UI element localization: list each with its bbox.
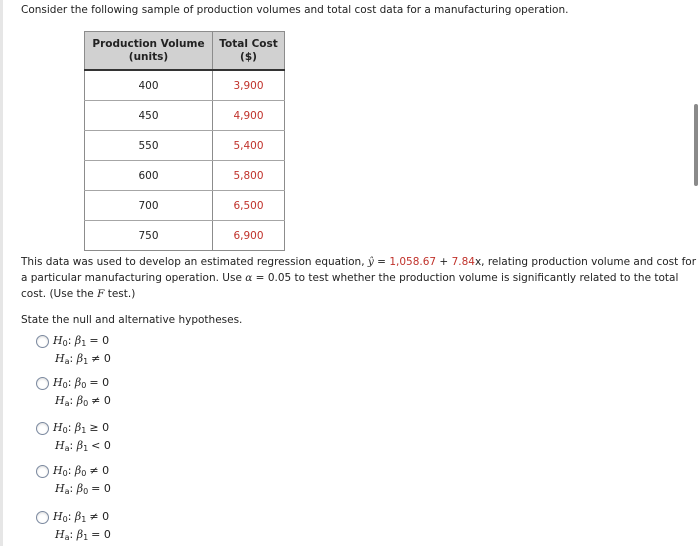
null-subscript: 0 [62, 469, 68, 478]
h-symbol: H [53, 334, 63, 347]
colon: : [67, 421, 72, 434]
hypothesis-option-1[interactable] [36, 334, 176, 374]
beta-subscript: 0 [81, 381, 87, 390]
beta-subscript: 1 [83, 444, 89, 453]
radio-button[interactable] [36, 422, 49, 435]
desc-text: test.) [104, 288, 136, 300]
h-symbol: H [53, 510, 63, 523]
hypothesis-option-2[interactable] [36, 376, 176, 416]
null-subscript: 0 [62, 381, 68, 390]
relation: = 0 [91, 482, 111, 495]
null-hypothesis [53, 334, 109, 348]
colon: : [69, 482, 74, 495]
volume-cell: 400 [85, 70, 213, 101]
hypothesis-option-3[interactable] [36, 421, 176, 461]
x-variable: x [474, 256, 482, 268]
header-production-volume [85, 32, 213, 71]
null-hypothesis [53, 376, 109, 390]
h-symbol: H [55, 394, 65, 407]
volume-cell: 550 [85, 131, 213, 161]
header-unit: (units) [128, 50, 169, 63]
header-line: Total Cost [219, 37, 278, 50]
alt-subscript: a [64, 487, 70, 496]
h-symbol: H [55, 352, 65, 365]
relation: < 0 [91, 439, 111, 452]
radio-button[interactable] [36, 377, 49, 390]
alt-subscript: a [64, 357, 70, 366]
colon: : [67, 464, 72, 477]
null-hypothesis [53, 421, 109, 435]
hypothesis-option-5[interactable] [36, 510, 176, 550]
slope-value: 7.84 [451, 256, 475, 268]
intro-text: Consider the following sample of production volumes and total cost data for a manufacturing operation. [21, 4, 569, 16]
null-hypothesis [53, 464, 109, 478]
relation: ≠ 0 [89, 510, 110, 523]
alternative-hypothesis [55, 394, 111, 408]
h-symbol: H [53, 464, 63, 477]
table-header-row [85, 32, 285, 71]
table-row [85, 161, 285, 191]
header-unit: ($) [240, 50, 257, 63]
null-subscript: 0 [62, 426, 68, 435]
colon: : [67, 376, 72, 389]
beta-subscript: 1 [81, 515, 87, 524]
page-left-border [0, 0, 3, 546]
beta-symbol: β [74, 510, 82, 523]
header-line: Production Volume [92, 37, 205, 50]
alt-subscript: a [64, 533, 70, 542]
alternative-hypothesis [55, 528, 111, 542]
cost-cell: 5,800 [213, 161, 285, 191]
alt-subscript: a [64, 444, 70, 453]
radio-button[interactable] [36, 335, 49, 348]
h-symbol: H [53, 421, 63, 434]
h-symbol: H [55, 439, 65, 452]
colon: : [67, 510, 72, 523]
alternative-hypothesis [55, 439, 111, 453]
cost-cell: 6,500 [213, 191, 285, 221]
scrollbar-thumb[interactable] [694, 104, 698, 186]
beta-subscript: 1 [81, 339, 87, 348]
intercept-value: 1,058.67 [389, 256, 437, 268]
radio-button[interactable] [36, 465, 49, 478]
beta-symbol: β [76, 394, 84, 407]
colon: : [69, 439, 74, 452]
beta-symbol: β [74, 464, 82, 477]
beta-symbol: β [74, 376, 82, 389]
relation: = 0 [89, 334, 110, 347]
beta-subscript: 1 [81, 426, 87, 435]
null-subscript: 0 [62, 515, 68, 524]
beta-symbol: β [76, 482, 84, 495]
alt-subscript: a [64, 399, 70, 408]
relation: ≠ 0 [91, 394, 111, 407]
desc-text: , relating production volume and cost for a particular manufacturing operation. Use [21, 256, 697, 284]
cost-cell: 4,900 [213, 101, 285, 131]
radio-button[interactable] [36, 511, 49, 524]
desc-text: + [436, 256, 452, 268]
f-test-symbol: F [97, 288, 105, 300]
table-row [85, 221, 285, 251]
cost-cell: 6,900 [213, 221, 285, 251]
volume-cell: 700 [85, 191, 213, 221]
beta-symbol: β [76, 528, 84, 541]
colon: : [69, 528, 74, 541]
colon: : [69, 352, 74, 365]
alternative-hypothesis [55, 482, 111, 496]
relation: ≠ 0 [89, 464, 110, 477]
beta-subscript: 0 [83, 487, 89, 496]
h-symbol: H [55, 528, 65, 541]
table-row [85, 191, 285, 221]
volume-cell: 750 [85, 221, 213, 251]
yhat-symbol: ŷ [367, 256, 374, 268]
beta-subscript: 1 [83, 533, 89, 542]
table-row [85, 70, 285, 101]
table-row [85, 131, 285, 161]
alpha-symbol: α [245, 272, 253, 284]
hypothesis-option-4[interactable] [36, 464, 176, 504]
colon: : [69, 394, 74, 407]
beta-subscript: 0 [81, 469, 87, 478]
relation: ≥ 0 [89, 421, 110, 434]
desc-text: = [373, 256, 390, 268]
data-table [84, 31, 285, 251]
desc-text: = 0.05 to test whether the production volume is significantly related to the total cost. (Use the [21, 272, 679, 300]
null-hypothesis [53, 510, 109, 524]
relation: = 0 [89, 376, 110, 389]
beta-symbol: β [74, 421, 82, 434]
alternative-hypothesis [55, 352, 111, 366]
beta-symbol: β [74, 334, 82, 347]
beta-subscript: 1 [83, 357, 89, 366]
beta-subscript: 0 [83, 399, 89, 408]
cost-cell: 5,400 [213, 131, 285, 161]
colon: : [67, 334, 72, 347]
beta-symbol: β [76, 352, 84, 365]
table-row [85, 101, 285, 131]
question-prompt: State the null and alternative hypotheses. [21, 314, 243, 326]
beta-symbol: β [76, 439, 84, 452]
desc-text: This data was used to develop an estimated regression equation, [21, 256, 368, 268]
volume-cell: 450 [85, 101, 213, 131]
cost-cell: 3,900 [213, 70, 285, 101]
relation: ≠ 0 [91, 352, 111, 365]
null-subscript: 0 [62, 339, 68, 348]
header-total-cost [213, 32, 285, 71]
regression-description [21, 254, 697, 302]
volume-cell: 600 [85, 161, 213, 191]
h-symbol: H [55, 482, 65, 495]
relation: = 0 [91, 528, 111, 541]
h-symbol: H [53, 376, 63, 389]
